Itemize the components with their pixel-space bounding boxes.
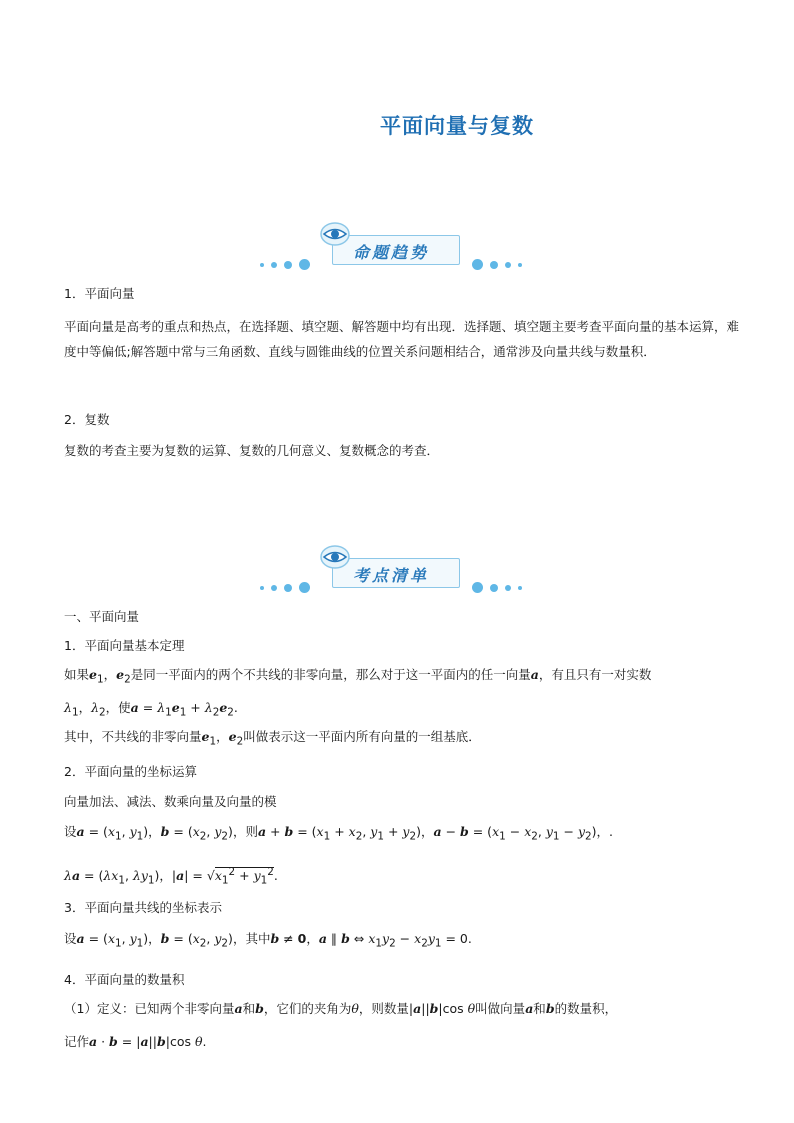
banner-box <box>332 558 460 588</box>
eye-icon <box>320 222 350 246</box>
trend-paragraph-1: 平面向量是高考的重点和热点，在选择题、填空题、解答题中均有出现．选择题、填空题主要考查平面向量的基本运算，难度中等偏低;解答题中常与三角函数、直线与圆锥曲线的位置关系问题相结合，通常涉及向量共线与数量积． <box>64 319 740 359</box>
topic-2-heading: 2．平面向量的坐标运算 <box>64 764 197 779</box>
topic-1-line-1: 如果$e_1$，$e_2$是同一平面内的两个不共线的非零向量，那么对于这一平面内的任一向量a，有且只有一对实数 <box>64 667 652 686</box>
eye-icon <box>320 545 350 569</box>
decorative-dots-right <box>472 577 529 596</box>
decorative-dots-right <box>472 254 529 273</box>
topic-4-notation: 记作a · b = |a||b|cos θ. <box>64 1034 207 1049</box>
topic-4-heading: 4．平面向量的数量积 <box>64 972 185 987</box>
page-title: 平面向量与复数 <box>380 113 534 138</box>
banner-label: 命题趋势 <box>353 243 430 262</box>
topic-1-line-3: 其中，不共线的非零向量$e_1$，$e_2$叫做表示这一平面内所有向量的一组基底． <box>64 729 481 748</box>
decorative-dots-left <box>260 254 317 273</box>
list-section-title: 一、平面向量 <box>64 609 140 624</box>
topic-2-subheading: 向量加法、减法、数乘向量及向量的模 <box>64 794 277 809</box>
topic-3-formula: 设$a = (x_1$, $y_1$)，$b = (x_2$, $y_2$)，其中b ≠ 0，a ∥ b ⇔ $x_1y_2 - x_2y_1 = 0$. <box>64 931 472 950</box>
topic-1-line-2: $\lambda_1$，$\lambda_2$，使$a = \lambda_1e_1 + \lambda_2e_2$. <box>64 700 238 719</box>
trend-heading-1: 1．平面向量 <box>64 286 135 301</box>
decorative-dots-left <box>260 577 317 596</box>
topic-4-definition: （1）定义：已知两个非零向量a和b，它们的夹角为θ，则数量|a||b|cos θ叫做向量a和b的数量积， <box>64 1001 618 1016</box>
topic-1-heading: 1．平面向量基本定理 <box>64 638 185 653</box>
trend-paragraph-2: 复数的考查主要为复数的运算、复数的几何意义、复数概念的考查． <box>64 443 440 458</box>
section-banner-trend <box>250 222 550 272</box>
banner-label: 考点清单 <box>353 566 430 585</box>
section-banner-list <box>250 545 550 595</box>
topic-2-formula-2: $\lambda a = (\lambda x_1$, $\lambda y_1$)，$|a| = √x_1^2 + y_1^2$. <box>64 866 278 887</box>
topic-3-heading: 3．平面向量共线的坐标表示 <box>64 900 222 915</box>
banner-box <box>332 235 460 265</box>
topic-2-formula-1: 设$a = (x_1$, $y_1$)，$b = (x_2$, $y_2$)，则$a + b = (x_1 + x_2$, $y_1 + y_2$)，$a - b = (x_1 - x_2$, $y_1 - y_2$)，. <box>64 824 613 843</box>
trend-heading-2: 2．复数 <box>64 412 110 427</box>
